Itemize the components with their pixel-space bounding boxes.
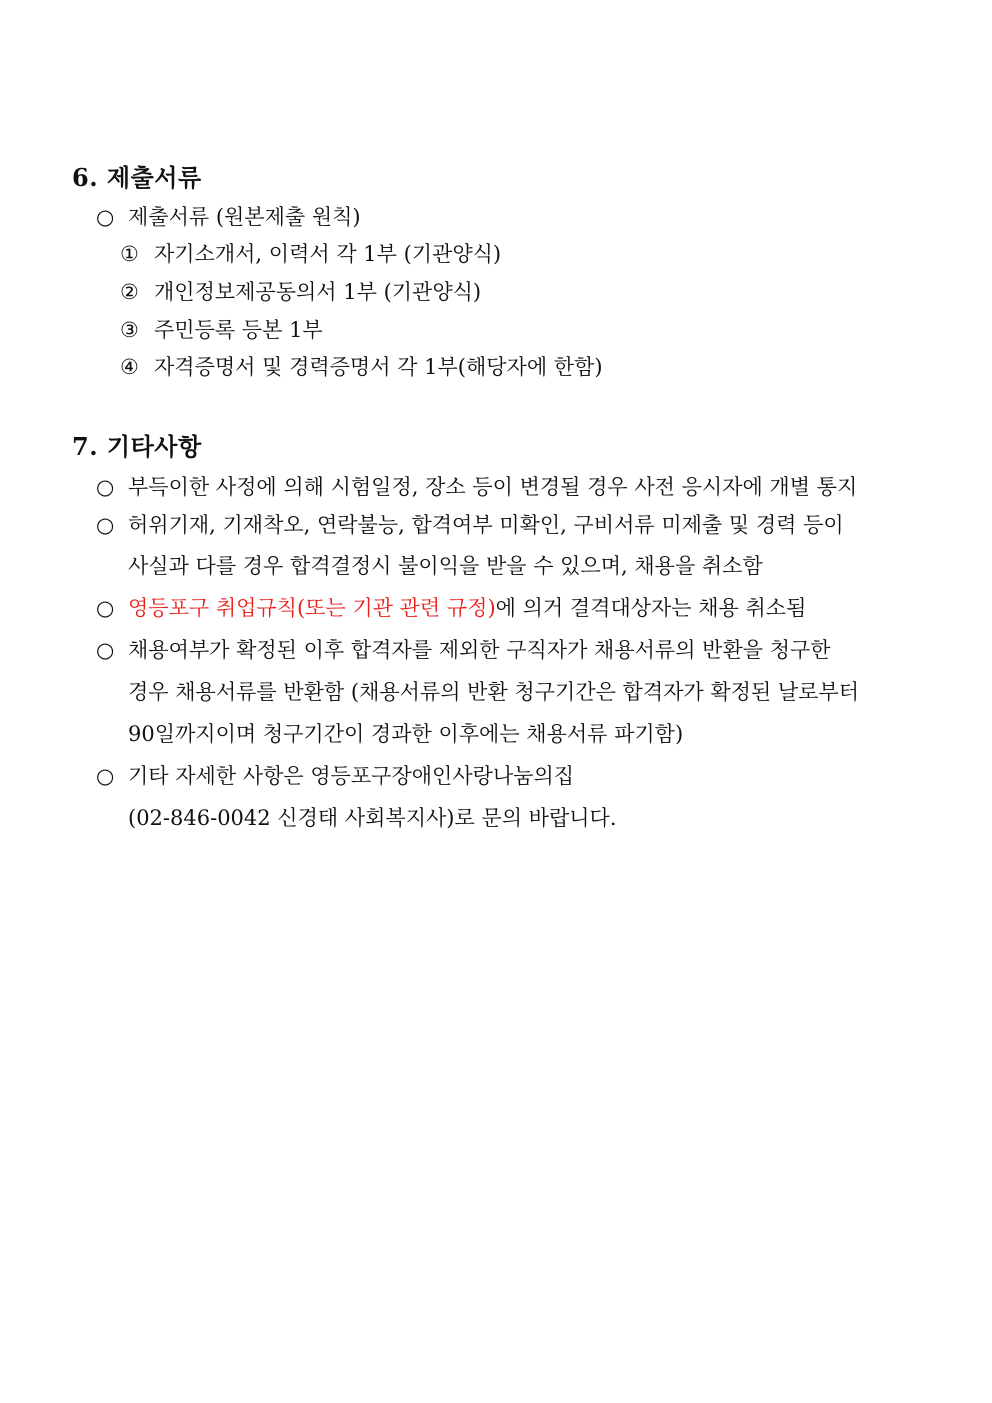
item-text: 자격증명서 및 경력증명서 각 1부(해당자에 한함) xyxy=(154,355,603,379)
item-text: 부득이한 사정에 의해 시험일정, 장소 등이 변경될 경우 사전 응시자에 개별 통지 xyxy=(128,475,858,499)
section-6-intro-text: 제출서류 (원본제출 원칙) xyxy=(128,205,361,229)
circle-bullet-icon: ○ xyxy=(96,638,115,662)
contact-info: (02-846-0042 신경태 사회복지사)로 문의 바랍니다. xyxy=(128,806,617,830)
item-text: 기타 자세한 사항은 영등포구장애인사랑나눔의집 xyxy=(128,764,575,788)
item-text: 에 의거 결격대상자는 채용 취소됨 xyxy=(495,596,807,620)
circle-bullet-icon: ○ xyxy=(96,513,115,537)
item-text: 채용여부가 확정된 이후 합격자를 제외한 구직자가 채용서류의 반환을 청구한 xyxy=(128,638,831,662)
list-item xyxy=(120,316,323,344)
list-item xyxy=(120,353,603,381)
section-7-item-4-continued: 경우 채용서류를 반환함 (채용서류의 반환 청구기간은 합격자가 확정된 날로부터 xyxy=(128,680,860,704)
item-number: ② xyxy=(120,280,139,304)
item-number: ④ xyxy=(120,355,139,379)
section-7-title: 7. 기타사항 xyxy=(72,432,202,461)
highlighted-text: 영등포구 취업규칙(또는 기관 관련 규정) xyxy=(128,596,496,620)
item-text: 개인정보제공동의서 1부 (기관양식) xyxy=(154,280,482,304)
item-text: 허위기재, 기재착오, 연락불능, 합격여부 미확인, 구비서류 미제출 및 경력 등이 xyxy=(128,513,844,537)
section-6-title: 6. 제출서류 xyxy=(72,163,202,192)
section-7-item-4 xyxy=(96,636,831,664)
item-number: ③ xyxy=(120,318,139,342)
list-item xyxy=(120,240,501,268)
section-7-item-2-continued: 사실과 다를 경우 합격결정시 불이익을 받을 수 있으며, 채용을 취소함 xyxy=(128,554,763,578)
section-7-item-2 xyxy=(96,511,844,539)
circle-bullet-icon: ○ xyxy=(96,475,115,499)
item-number: ① xyxy=(120,242,139,266)
circle-bullet-icon: ○ xyxy=(96,205,115,229)
circle-bullet-icon: ○ xyxy=(96,764,115,788)
section-7-item-5 xyxy=(96,762,574,790)
section-7-item-1 xyxy=(96,473,857,501)
section-7-item-3 xyxy=(96,594,806,622)
item-text: 주민등록 등본 1부 xyxy=(154,318,323,342)
item-text: 자기소개서, 이력서 각 1부 (기관양식) xyxy=(154,242,502,266)
list-item xyxy=(120,278,481,306)
section-7-item-4-continued: 90일까지이며 청구기간이 경과한 이후에는 채용서류 파기함) xyxy=(128,722,684,746)
circle-bullet-icon: ○ xyxy=(96,596,115,620)
section-6-intro xyxy=(96,203,361,231)
